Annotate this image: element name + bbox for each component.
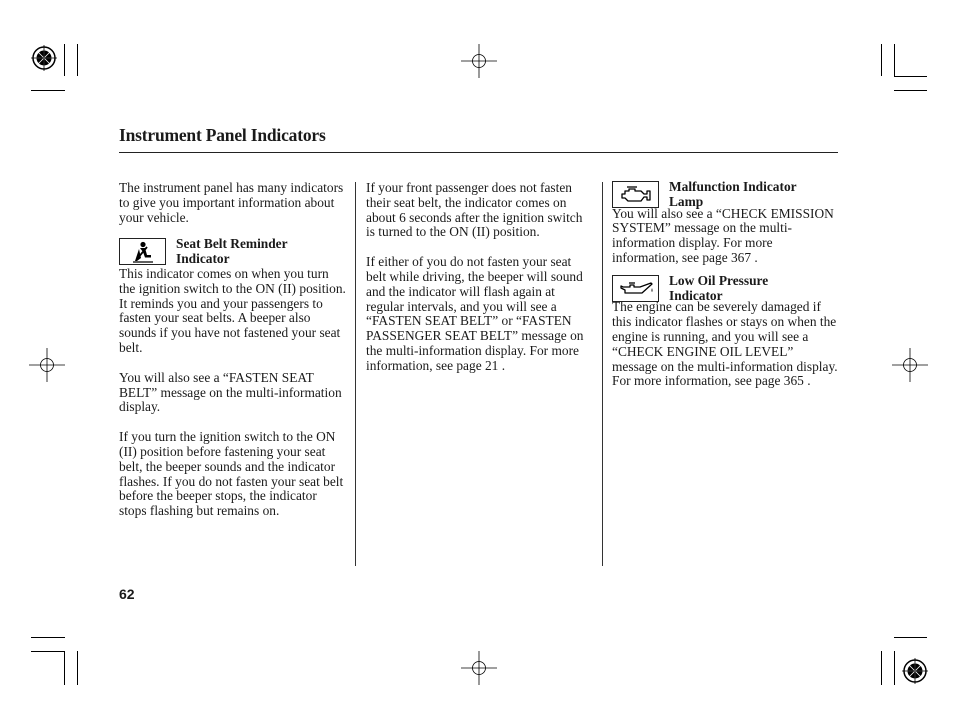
registration-crosshair-top <box>461 44 497 78</box>
seat-belt-icon <box>130 241 156 263</box>
seat-belt-heading: Seat Belt Reminder Indicator <box>176 236 288 267</box>
seat-belt-paragraph-1: This indicator comes on when you turn the ignition switch to the ON (II) position. It reminds you and your passengers to fasten your seat belts. A beeper also sounds if you have not fastened your seat belt. <box>119 265 346 355</box>
intro-paragraph: The instrument panel has many indicators to give you important information about your vehicle. <box>119 180 344 225</box>
oil-heading: Low Oil Pressure Indicator <box>669 272 769 303</box>
registration-crosshair-bottom <box>461 651 497 685</box>
column-2 <box>366 181 594 374</box>
mil-paragraph: You will also see a “CHECK EMISSION SYSTEM” message on the multi-information display. For more information, see page 367 . <box>612 205 834 265</box>
mil-heading: Malfunction Indicator Lamp <box>669 179 797 209</box>
oil-can-icon-box <box>612 275 659 302</box>
seat-belt-icon-box <box>119 238 166 265</box>
registration-target-bottom-right <box>901 657 929 685</box>
page-number: 62 <box>119 586 135 602</box>
page-title: Instrument Panel Indicators <box>119 125 326 145</box>
engine-check-icon-box <box>612 181 659 208</box>
passenger-paragraph-1: If your front passenger does not fasten their seat belt, the indicator comes on about 6 seconds after the ignition switch is turned to the ON (II) position. <box>366 180 583 240</box>
engine-check-icon <box>619 185 653 205</box>
registration-crosshair-right <box>892 348 928 382</box>
title-rule <box>119 152 838 153</box>
column-divider-2 <box>602 182 603 566</box>
oil-can-icon <box>618 279 654 297</box>
column-3 <box>612 181 840 389</box>
seat-belt-paragraph-2: You will also see a “FASTEN SEAT BELT” message on the multi-information display. <box>119 369 342 415</box>
registration-target-top-left <box>30 44 58 72</box>
column-1 <box>119 181 347 519</box>
passenger-paragraph-2: If either of you do not fasten your seat belt while driving, the beeper will sound and the indicator will flash again at regular intervals, and you will see a “FASTEN SEAT BELT” or “FASTEN PASSENGER SEAT BELT” message on the multi-information display. For more information, see page 21 . <box>366 254 584 373</box>
registration-crosshair-left <box>29 348 65 382</box>
seat-belt-paragraph-3: If you turn the ignition switch to the ON (II) position before fastening your seat belt, the beeper sounds and the indicator flashes. If you do not fasten your seat belt before the beeper stops, the indicator stops flashing but remains on. <box>119 429 344 519</box>
oil-paragraph: The engine can be severely damaged if this indicator flashes or stays on when the engine is running, and you will see a “CHECK ENGINE OIL LEVEL” message on the multi-information display. For more information, see page 365 . <box>612 299 838 389</box>
seat-belt-heading-row <box>119 238 347 267</box>
column-divider-1 <box>355 182 356 566</box>
